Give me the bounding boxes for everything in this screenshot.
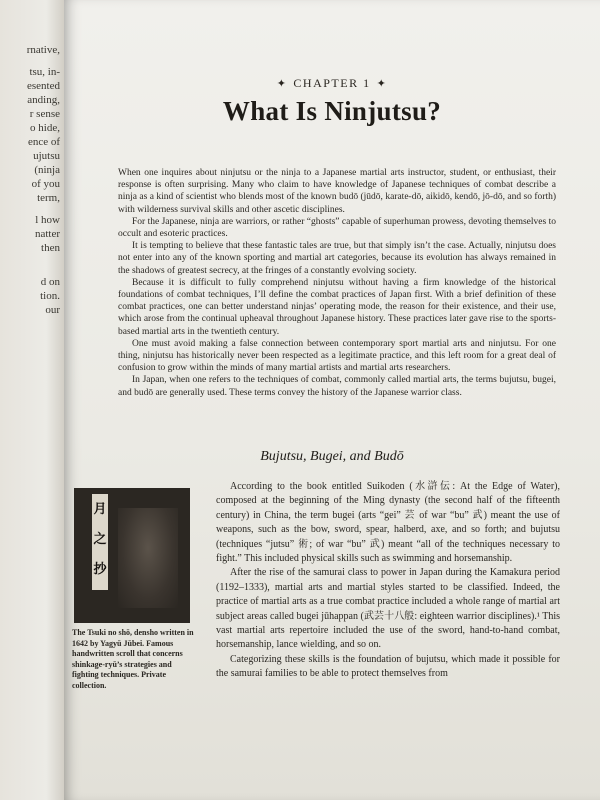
facing-page-line: d on <box>40 276 60 288</box>
facing-page-line: of you <box>31 178 60 190</box>
intro-paragraph: Because it is difficult to fully comprehend ninjutsu without having a firm knowledge of the historical foundations of combat techniques, I’ll define the combat practices of Japan first. With a brief definition of these combat practices, one can better understand ninjas’ operating mode, the reason for their existence, and their use, which arose from the continual upheaval throughout Japanese history. These practices later gave rise to the sports-based martial arts in the twentieth century. <box>118 277 556 337</box>
shuriken-icon: ✦ <box>276 78 288 90</box>
intro-paragraph: When one inquires about ninjutsu or the ninja to a Japanese martial arts instructor, student, or enthusiast, their response is often surprising. Many who claim to have knowledge of Japanese techniques of combat describe a ninja as a kind of scientist who blends most of the known budō (jūdō, karate-dō, aikidō, kendō, jō-dō, and so forth) with wilderness survival skills and other ascetic disciplines. <box>118 168 556 215</box>
intro-paragraph: One must avoid making a false connection between contemporary sport martial arts and ninjutsu. For one thing, ninjutsu has historically never been respected as a legitimate practice, and this left room for a great deal of confusion to grow within the minds of many martial artists and martial arts researchers. <box>118 338 556 374</box>
facing-page-line: (ninja <box>34 164 60 176</box>
chapter-title: What Is Ninjutsu? <box>222 96 442 126</box>
book-page <box>64 0 600 800</box>
scroll-photo <box>74 488 190 623</box>
shuriken-icon: ✦ <box>376 78 388 90</box>
facing-page-line: anding, <box>27 94 60 106</box>
facing-page-line: r sense <box>29 108 60 120</box>
facing-page-line: l how <box>35 214 60 226</box>
facing-page-line: term, <box>37 192 60 204</box>
facing-page-edge <box>0 0 66 800</box>
intro-paragraph: In Japan, when one refers to the techniques of combat, commonly called martial arts, the terms bujutsu, bugei, and budō are generally used. These terms convey the history of the Japanese warrior class. <box>118 375 556 398</box>
facing-page-line: tion. <box>40 290 60 302</box>
scroll-glyph: 之 <box>93 531 107 546</box>
scroll-title-strip <box>92 494 108 590</box>
facing-page-line: rnative, <box>26 44 60 56</box>
section-paragraph: After the rise of the samurai class to power in Japan during the Kamakura period (1192–1333), martial arts and martial styles started to be classified. Indeed, the practice of martial arts as a true combat practice included a whole range of martial art subject areas called bugei jūhappan (武芸十八般: eighteen warrior disciplines).¹ This vast martial arts repertoire included the use of the sword, hand-to-hand combat, horsemanship, lance wielding, and so on. <box>216 567 560 651</box>
facing-page-line: then <box>41 242 60 254</box>
chapter-label-text: CHAPTER 1 <box>293 76 371 90</box>
scroll-body <box>118 508 178 608</box>
intro-paragraph: It is tempting to believe that these fantastic tales are true, but that simply isn’t the case. Actually, ninjutsu does not enter into any of the known sporting and martial art categories, because its evolution has always remained in the shadows of greatest secrecy, at the fringes of a constantly evolving society. <box>118 241 556 276</box>
facing-page-line: tsu, in- <box>29 66 60 78</box>
facing-page-line: o hide, <box>30 122 60 134</box>
scroll-glyph: 抄 <box>93 561 107 576</box>
facing-page-line: natter <box>34 228 60 240</box>
scroll-glyph: 月 <box>93 501 107 516</box>
section-text <box>216 480 560 682</box>
section-heading: Bujutsu, Bugei, and Budō <box>260 449 404 464</box>
figure-caption: The Tsuki no shō, densho written in 1642 by Yagyū Jūbei. Famous handwritten scroll that concerns shinkage-ryū’s strategies and fighting techniques. Private collection. <box>72 628 194 690</box>
intro-paragraph: For the Japanese, ninja are warriors, or rather “ghosts” capable of superhuman prowess, devoting themselves to occult and esoteric practices. <box>118 216 556 240</box>
section-paragraph: According to the book entitled Suikoden (水滸伝: At the Edge of Water), composed at the beginning of the Ming dynasty (the second half of the fifteenth century) in China, the term bugei (arts “gei” 芸 of war “bu” 武) meant the use of weapons, such as the bow, sword, spear, halberd, axe, and so forth; and bujutsu (techniques “jutsu” 術; of war “bu” 武) meant “all of the techniques necessary to fight.” This included physical skills such as swimming and horsemanship. <box>216 481 560 565</box>
section-paragraph: Categorizing these skills is the foundation of bujutsu, which made it possible for the samurai families to be able to protect themselves from <box>216 653 560 680</box>
facing-page-line: esented <box>27 80 60 92</box>
chapter-label <box>64 76 600 91</box>
intro-text <box>118 167 556 399</box>
facing-page-line: ujutsu <box>33 150 60 162</box>
facing-page-line: ence of <box>27 136 60 148</box>
facing-page-line: our <box>45 304 60 316</box>
